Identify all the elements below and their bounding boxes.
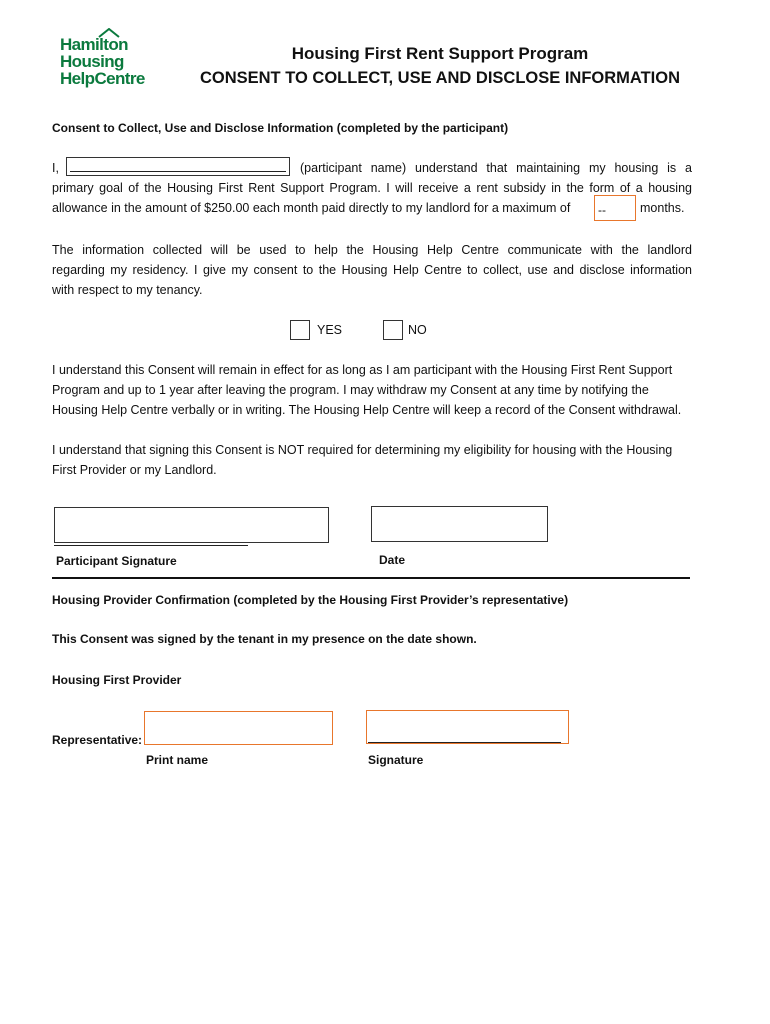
- remain-text-line-3: Housing Help Centre verbally or in writing. The Housing Help Centre will keep a record of the Consent withdrawal.: [52, 403, 682, 417]
- allowance-text: allowance in the amount of $250.00 each month paid directly to my landlord for a maximum of: [52, 201, 571, 215]
- months-field[interactable]: [594, 195, 636, 221]
- consent-statement: This Consent was signed by the tenant in my presence on the date shown.: [52, 632, 477, 646]
- representative-signature-label: Signature: [368, 753, 424, 767]
- info-text-line-1: The information collected will be used to help the Housing Help Centre communicate with the landlord: [52, 243, 692, 257]
- hamilton-housing-help-centre-logo: [60, 34, 160, 90]
- date-label: Date: [379, 553, 406, 567]
- print-name-field[interactable]: [144, 711, 333, 745]
- no-label: NO: [408, 323, 427, 337]
- housing-first-provider-label: Housing First Provider: [52, 673, 182, 687]
- date-field[interactable]: [371, 506, 548, 542]
- yes-label: YES: [317, 323, 343, 337]
- print-name-label: Print name: [146, 753, 209, 767]
- info-text-line-3: with respect to my tenancy.: [52, 283, 203, 297]
- remain-text-line-2: Program and up to 1 year after leaving the program. I may withdraw my Consent at any time by notifying the: [52, 383, 649, 397]
- logo-line-3: HelpCentre: [60, 69, 145, 88]
- participant-signature-line: [54, 545, 248, 546]
- months-label: months.: [640, 201, 685, 215]
- months-value: --: [598, 203, 606, 217]
- participant-name-underline: [70, 171, 286, 172]
- no-checkbox[interactable]: [383, 320, 403, 340]
- not-required-text-line-2: First Provider or my Landlord.: [52, 463, 217, 477]
- representative-signature-line: [368, 742, 561, 743]
- subsidy-text: primary goal of the Housing First Rent Support Program. I will receive a rent subsidy in the form of a housing: [52, 181, 692, 195]
- participant-signature-label: Participant Signature: [56, 554, 177, 568]
- page-subtitle: CONSENT TO COLLECT, USE AND DISCLOSE INFORMATION: [199, 69, 681, 87]
- logo-line-2: Housing: [60, 52, 124, 71]
- remain-text-line-1: I understand this Consent will remain in effect for as long as I am participant with the Housing First Rent Support: [52, 363, 673, 377]
- representative-label: Representative:: [52, 733, 143, 747]
- participant-signature-field[interactable]: [54, 507, 329, 543]
- participant-name-field[interactable]: [66, 157, 290, 176]
- not-required-text-line-1: I understand that signing this Consent is NOT required for determining my eligibility for housing with the Housing: [52, 443, 673, 457]
- info-text-line-2: regarding my residency. I give my consent to the Housing Help Centre to collect, use and disclose information: [52, 263, 692, 277]
- yes-checkbox[interactable]: [290, 320, 310, 340]
- participant-name-text: (participant name) understand that maintaining my housing is a: [300, 161, 692, 175]
- representative-signature-field[interactable]: [366, 710, 569, 744]
- section-divider: [52, 577, 690, 579]
- page-title: Housing First Rent Support Program: [291, 44, 589, 63]
- section2-heading: Housing Provider Confirmation (completed by the Housing First Provider’s representative): [52, 593, 569, 607]
- section1-heading: Consent to Collect, Use and Disclose Information (completed by the participant): [52, 121, 509, 135]
- logo-line-1: Hamilton: [60, 35, 128, 54]
- i-label: I,: [52, 161, 59, 175]
